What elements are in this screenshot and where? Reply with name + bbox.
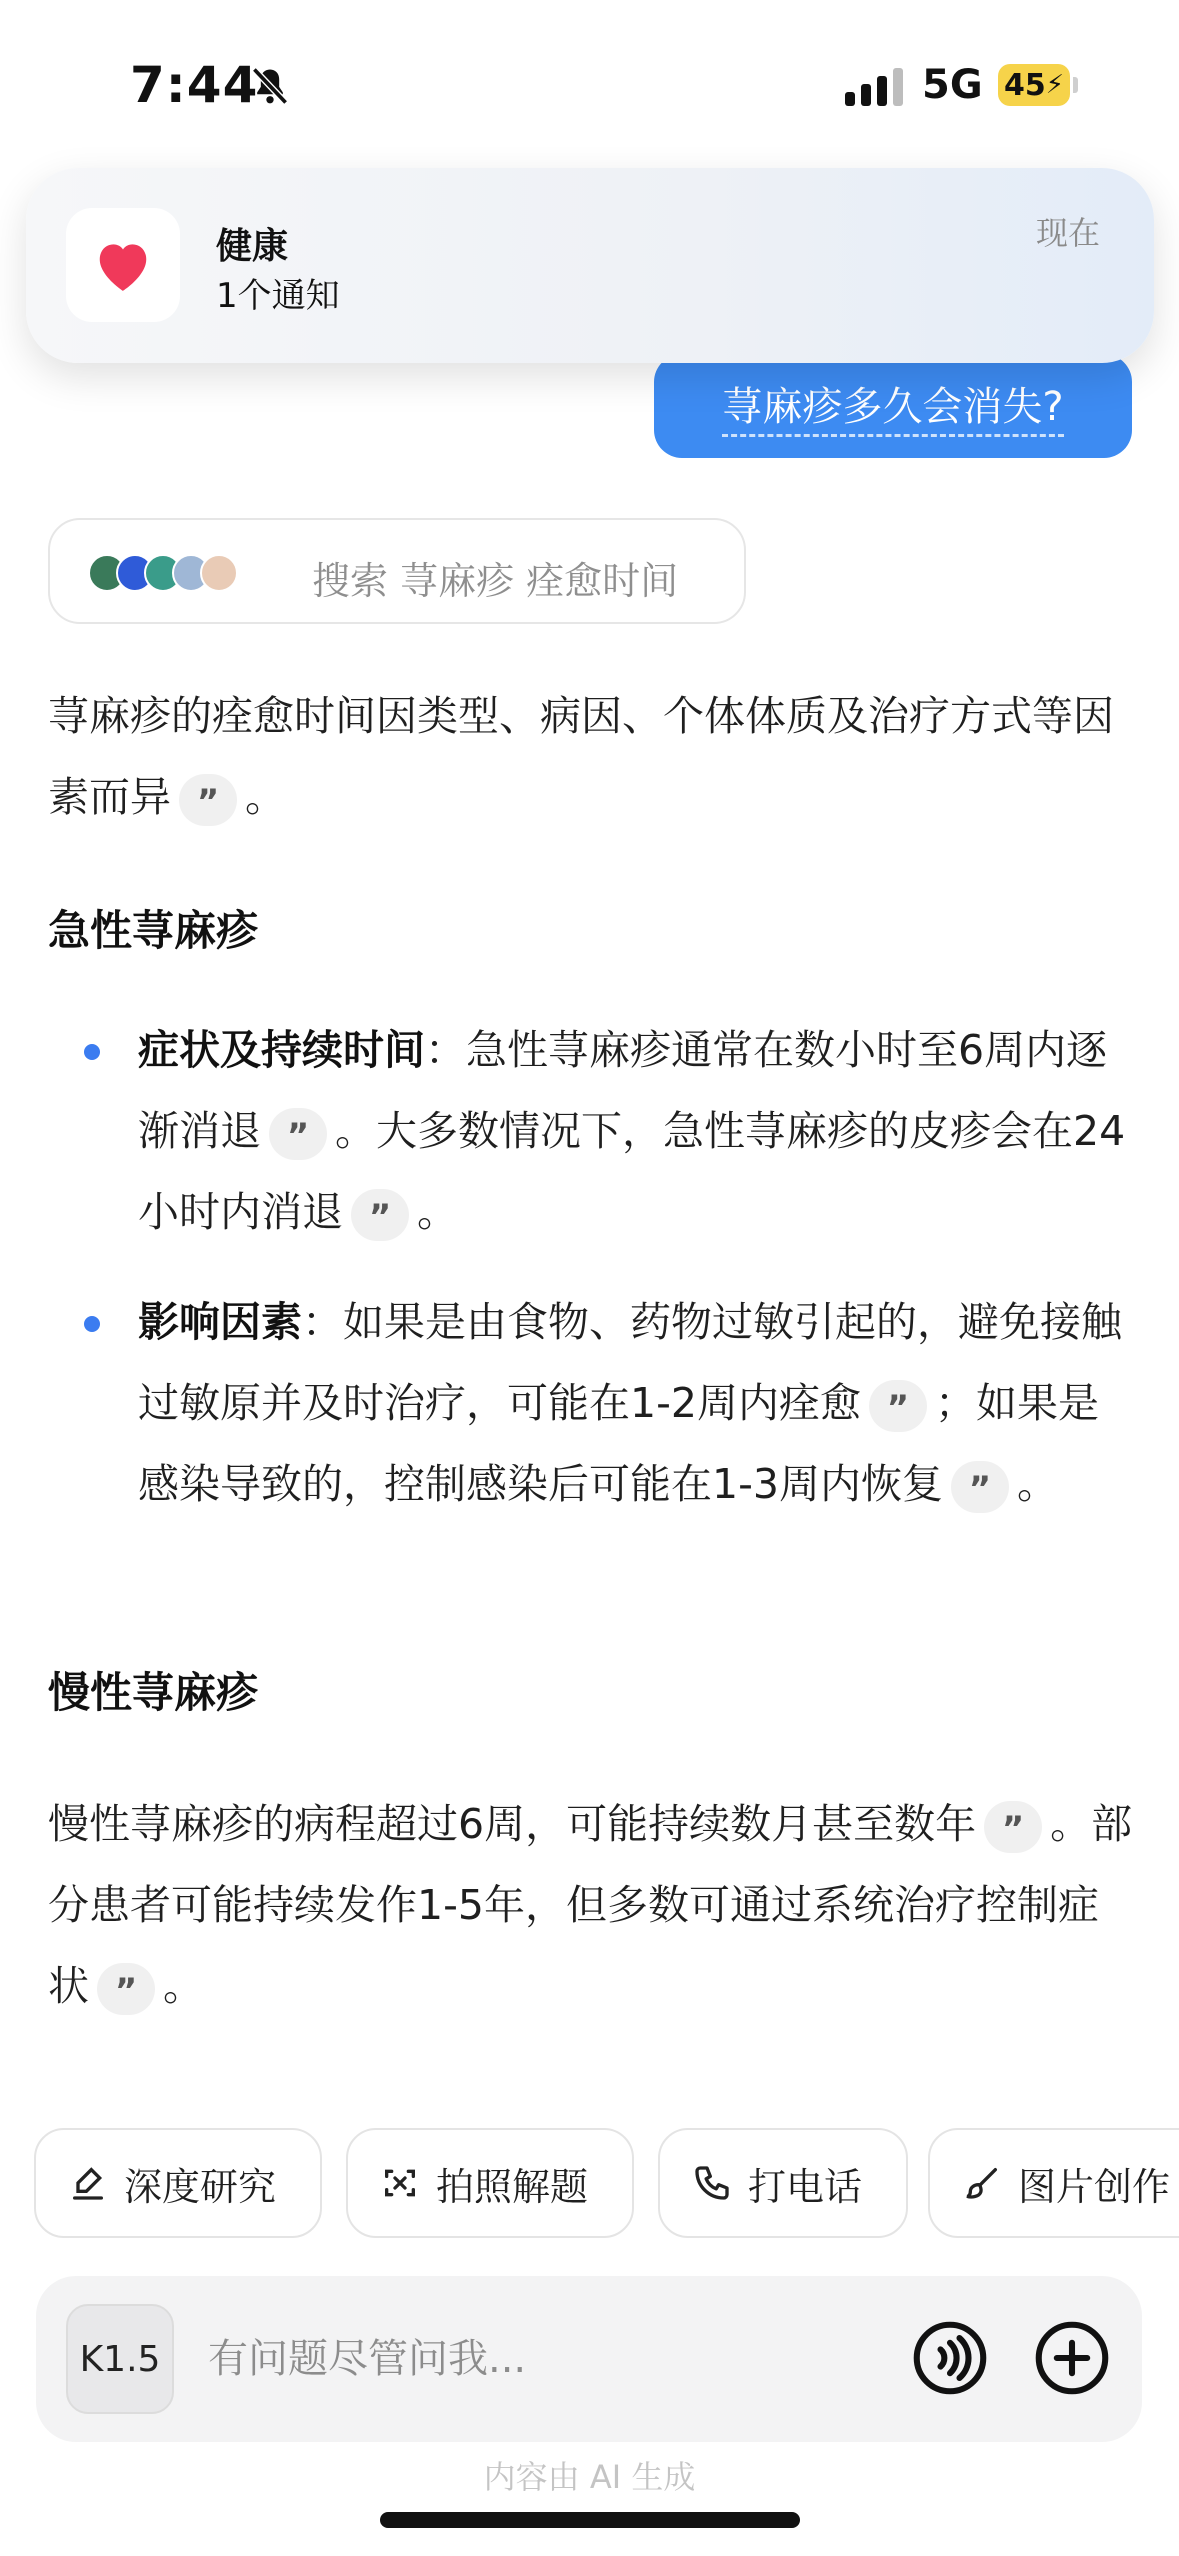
status-time: 7:44 bbox=[130, 56, 259, 114]
user-message-bubble[interactable] bbox=[654, 354, 1132, 458]
ai-disclaimer: 内容由 AI 生成 bbox=[483, 2458, 696, 2496]
quick-actions bbox=[34, 2128, 1179, 2240]
citation-badge[interactable]: ” bbox=[869, 1380, 927, 1432]
notification-body: 1个通知 bbox=[216, 276, 340, 316]
add-plus-icon[interactable] bbox=[1034, 2320, 1110, 2396]
list-item: 症状及持续时间：急性荨麻疹通常在数小时至6周内逐渐消退 ” 。大多数情况下，急性荨麻疹的皮疹会在24小时内消退 ” 。 bbox=[138, 1010, 1138, 1253]
section-heading-chronic: 慢性荨麻疹 bbox=[48, 1668, 259, 1717]
image-creation-button[interactable]: 图片创作 bbox=[928, 2128, 1179, 2238]
notification-banner[interactable] bbox=[26, 168, 1154, 363]
photo-solve-button[interactable]: 拍照解题 bbox=[346, 2128, 634, 2238]
bullet-dot bbox=[84, 1316, 100, 1332]
list-item: 影响因素：如果是由食物、药物过敏引起的，避免接触过敏原并及时治疗，可能在1-2周内痊愈 ” ；如果是感染导致的，控制感染后可能在1-3周内恢复 ” 。 bbox=[138, 1282, 1138, 1525]
phone-icon bbox=[692, 2163, 732, 2203]
battery-tip bbox=[1073, 77, 1078, 93]
chat-input[interactable] bbox=[208, 2326, 768, 2392]
heart-icon bbox=[92, 236, 154, 294]
user-message-text: 荨麻疹多久会消失? bbox=[722, 375, 1063, 437]
health-app-icon bbox=[66, 208, 180, 322]
model-selector-button[interactable]: K1.5 bbox=[66, 2304, 174, 2414]
bullet-dot bbox=[84, 1044, 100, 1060]
status-bar bbox=[0, 0, 1179, 170]
deep-research-button[interactable]: 深度研究 bbox=[34, 2128, 322, 2238]
brush-icon bbox=[962, 2163, 1002, 2203]
voice-call-icon[interactable] bbox=[912, 2320, 988, 2396]
scan-formula-icon bbox=[380, 2163, 420, 2203]
answer-intro: 荨麻疹的痊愈时间因类型、病因、个体体质及治疗方式等因素而异 ” 。 bbox=[48, 676, 1138, 838]
source-icons bbox=[88, 554, 228, 592]
search-sources-pill[interactable] bbox=[48, 518, 746, 624]
citation-badge[interactable]: ” bbox=[951, 1461, 1009, 1513]
notification-title: 健康 bbox=[216, 226, 289, 267]
battery-level: 45 bbox=[1003, 67, 1046, 103]
notification-time: 现在 bbox=[1035, 214, 1100, 252]
search-query-label: 搜索 荨麻疹 痊愈时间 bbox=[312, 559, 679, 603]
section-heading-acute: 急性荨麻疹 bbox=[48, 906, 259, 955]
research-pen-icon bbox=[68, 2163, 108, 2203]
citation-badge[interactable]: ” bbox=[269, 1108, 327, 1160]
network-type: 5G bbox=[922, 62, 983, 108]
chat-input-bar bbox=[36, 2276, 1142, 2442]
citation-badge[interactable]: ” bbox=[179, 774, 237, 826]
silent-bell-icon bbox=[248, 64, 292, 108]
battery-icon: 45 ⚡ bbox=[998, 64, 1070, 106]
phone-call-button[interactable]: 打电话 bbox=[658, 2128, 908, 2238]
home-indicator[interactable] bbox=[380, 2512, 800, 2528]
citation-badge[interactable]: ” bbox=[984, 1801, 1042, 1853]
chronic-paragraph: 慢性荨麻疹的病程超过6周，可能持续数月甚至数年 ” 。部分患者可能持续发作1-5年，但多数可通过系统治疗控制症状 ” 。 bbox=[48, 1784, 1138, 2027]
citation-badge[interactable]: ” bbox=[97, 1963, 155, 2015]
source-icon bbox=[200, 554, 238, 592]
citation-badge[interactable]: ” bbox=[351, 1189, 409, 1241]
cellular-signal-icon bbox=[845, 66, 903, 106]
